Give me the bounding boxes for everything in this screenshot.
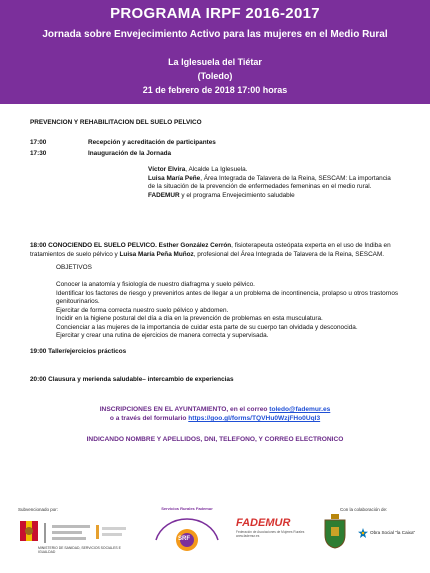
objetivos-list — [56, 281, 406, 341]
presenter-desc: , fisioterapeuta osteópata experta en el uso de Indiba en tratamientos de suelo pélvico y — [30, 242, 391, 258]
fademur-wordmark: FADEMUR — [236, 517, 291, 529]
colaboracion-label: Con la colaboración de: — [340, 507, 388, 512]
crest-icon — [322, 513, 348, 549]
speaker-role: y el programa Envejecimiento saludable — [179, 191, 295, 199]
speaker-name: Luisa María Peñe — [148, 174, 201, 182]
taller-item: 19:00 Taller/ejercicios prácticos — [30, 348, 127, 355]
indicando-line: INDICANDO NOMBRE Y APELLIDOS, DNI, TELEFONO, Y CORREO ELECTRONICO — [86, 436, 344, 443]
speaker-name: FADEMUR — [148, 191, 180, 199]
obra-social-logo — [358, 526, 420, 540]
schedule-desc: Recepción y acreditación de participantes — [88, 139, 216, 146]
town-crest-logo — [322, 513, 348, 549]
speaker-name: Víctor Elvira — [148, 166, 186, 173]
fademur-url: www.fademur.es — [236, 534, 260, 538]
objetivo-item: Ejercitar de forma correcta nuestro suelo pélvico y abdomen. — [56, 306, 229, 314]
speaker-role: , Área Integrada de Talavera de la Reina, SESCAM: La importancia de la situación de la prevención de enfermedades femeninas en el medio rural. — [148, 174, 391, 190]
conociendo-title: 18:00 CONOCIENDO EL SUELO PELVICO. — [30, 242, 157, 249]
srf-logo — [148, 506, 226, 558]
inscripciones-line — [0, 406, 430, 413]
event-province: (Toledo) — [197, 71, 233, 81]
objetivo-item: Conocer la anatomía y fisiología de nuestro diafragma y suelo pélvico. — [56, 281, 255, 288]
objetivo-item: Ejercitar y crear una rutina de ejercicios de manera correcta y supervisada. — [56, 332, 269, 339]
srf-badge-text: SRF — [178, 536, 190, 542]
subvencionado-label: Subvencionado por: — [18, 507, 59, 512]
objetivo-item: Concienciar a las mujeres de la importancia de cuidar esta parte de su cuerpo tan olvidada y desconocida. — [56, 323, 358, 331]
speaker-role: , Alcalde La Iglesuela. — [185, 166, 248, 173]
objetivo-item: Identificar los factores de riesgo y prevenirlos antes de llegar a un problema de incontinencia, prolapso u otros trastornos genitourinarios. — [56, 289, 399, 305]
speaker-3 — [148, 192, 398, 201]
event-place: La Iglesuela del Tiétar — [168, 57, 262, 67]
schedule-time: 17:30 — [30, 150, 47, 157]
schedule-time: 17:00 — [30, 139, 47, 146]
fademur-subtitle: Federación de Asociaciones de Mujeres Rurales — [236, 530, 305, 534]
objetivo-item: Incidir en la higiene postural del día a día en la prevención de problemas en esta musculatura. — [56, 315, 323, 322]
form-link[interactable]: https://goo.gl/forms/TQVHu0WzjFHo0Uql3 — [188, 415, 321, 422]
speaker-2 — [148, 175, 398, 192]
clausura-item: 20:00 Clausura y merienda saludable– intercambio de experiencias — [30, 376, 234, 383]
speakers-block — [148, 166, 398, 200]
presenter-desc: , profesional del Área Integrada de Talavera de la Reina, SESCAM. — [193, 250, 385, 258]
obra-social-text: Obra Social "la Caixa" — [370, 530, 416, 535]
event-subtitle: Jornada sobre Envejecimiento Activo para las mujeres en el Medio Rural — [42, 29, 388, 40]
srf-arc-text: Servicios Rurales Fademur — [161, 506, 213, 511]
fademur-logo — [236, 517, 316, 549]
formulario-line — [0, 415, 430, 422]
program-title: PROGRAMA IRPF 2016-2017 — [110, 5, 320, 22]
email-link[interactable]: toledo@fademur.es — [269, 406, 331, 413]
objetivos-label: OBJETIVOS — [56, 264, 92, 271]
spain-ministry-text: MINISTERIO DE SANIDAD, SERVICIOS SOCIALES E IGUALDAD — [38, 546, 121, 554]
presenter-name: Esther González Cerrón — [156, 242, 232, 249]
event-date: 21 de febrero de 2018 17:00 horas — [142, 85, 288, 95]
inscripciones-text: INSCRIPCIONES EN EL AYUNTAMIENTO, en el correo — [99, 406, 270, 413]
presenter-name: Luisa María Peña Muñoz — [119, 250, 194, 258]
schedule-desc: Inauguración de la Jornada — [88, 150, 172, 157]
section-title: PREVENCION Y REHABILITACION DEL SUELO PELVICO — [30, 119, 202, 126]
formulario-text: o a través del formulario — [109, 415, 189, 422]
header-banner — [0, 0, 430, 104]
caixa-star-icon — [358, 528, 368, 538]
speaker-1 — [148, 166, 398, 175]
srf-badge-icon — [148, 506, 226, 558]
conociendo-block — [30, 242, 405, 259]
